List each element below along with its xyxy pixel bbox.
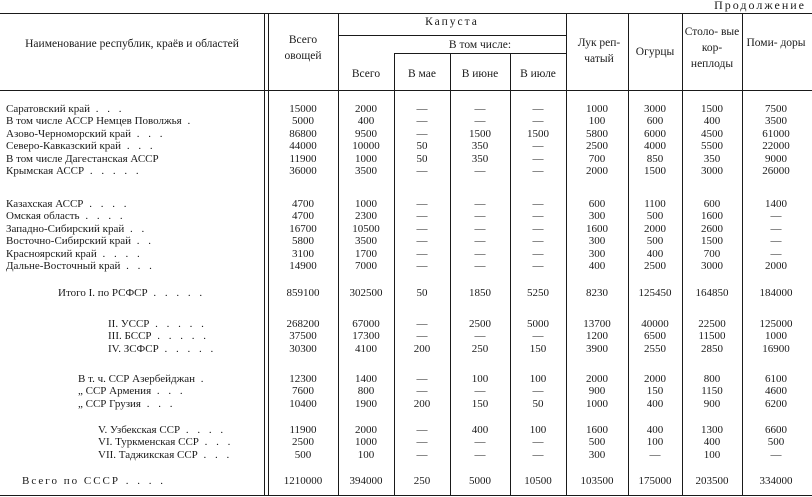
table-cell: — xyxy=(649,448,661,461)
table-cell: 10500 xyxy=(524,475,552,487)
row-name: Итого I. по РСФСР xyxy=(58,287,148,299)
table-cell: 500 xyxy=(646,235,664,248)
row-label xyxy=(6,153,260,166)
table-top-rule xyxy=(0,13,812,14)
table-cell: 1200 xyxy=(586,330,608,343)
row-label xyxy=(108,318,260,331)
table-cell: 40000 xyxy=(641,318,669,330)
header-july: В июле xyxy=(520,68,556,80)
header-cabbage-total: Всего xyxy=(351,68,381,80)
table-cell: — xyxy=(532,260,544,272)
row-dots: . . . . . xyxy=(158,342,217,355)
table-cell: 9000 xyxy=(765,152,787,165)
row-label xyxy=(108,343,260,356)
row-dots: . . xyxy=(131,235,155,248)
table-cell: 22000 xyxy=(762,140,790,153)
table-cell: 700 xyxy=(588,152,606,165)
table-cell: 100 xyxy=(588,115,606,128)
table-cell: 400 xyxy=(357,115,375,128)
table-cell: 50 xyxy=(532,397,544,410)
table-cell: 4700 xyxy=(292,198,314,210)
row-dots: . . . xyxy=(141,397,176,410)
table-cell: 125450 xyxy=(638,287,672,299)
table-cell: — xyxy=(474,103,486,115)
table-cell: 44000 xyxy=(289,140,317,153)
table-cell: 61000 xyxy=(762,127,790,140)
table-cell: 200 xyxy=(413,397,431,410)
row-label xyxy=(6,165,260,178)
header-may: В мае xyxy=(408,68,436,80)
table-cell: 150 xyxy=(646,385,664,398)
row-dots: . . . xyxy=(151,385,186,398)
row-label xyxy=(6,140,260,153)
row-label xyxy=(78,385,260,398)
table-cell: 4500 xyxy=(701,127,723,140)
header-june: В июне xyxy=(461,68,499,80)
table-cell: — xyxy=(416,103,428,115)
row-dots: . . xyxy=(124,222,148,235)
table-cell: 1000 xyxy=(586,397,608,410)
table-cell: 500 xyxy=(646,210,664,223)
table-cell: 17300 xyxy=(352,330,380,343)
cabbage-header-rule xyxy=(338,35,566,36)
header-bottom-rule xyxy=(0,90,812,91)
table-cell: 37500 xyxy=(289,330,317,343)
row-label xyxy=(6,103,260,116)
table-cell: 100 xyxy=(529,373,547,385)
table-cell: 5500 xyxy=(701,140,723,153)
row-name: Казахская АССР xyxy=(6,198,84,210)
header-roots: Столо- вые кор- неплоды xyxy=(684,26,740,70)
table-cell: — xyxy=(532,140,544,153)
table-cell: — xyxy=(770,448,782,461)
table-cell: — xyxy=(532,247,544,260)
table-cell: — xyxy=(532,210,544,223)
table-cell: 3500 xyxy=(355,235,377,248)
row-name: Крымская АССР xyxy=(6,165,85,177)
table-cell: 850 xyxy=(646,152,664,165)
row-dots: . . . . . xyxy=(147,287,206,299)
table-cell: 5800 xyxy=(292,235,314,248)
table-cell: — xyxy=(474,235,486,248)
table-cell: 3900 xyxy=(586,342,608,355)
table-cell: 394000 xyxy=(349,475,383,487)
table-cell: — xyxy=(474,436,486,449)
including-header-rule xyxy=(394,53,566,54)
table-cell: 1000 xyxy=(586,103,608,115)
column-divider xyxy=(264,13,265,495)
table-cell: 1000 xyxy=(765,330,787,343)
table-cell: 500 xyxy=(294,448,312,461)
table-cell: — xyxy=(770,247,782,260)
table-cell: — xyxy=(474,165,486,177)
table-cell: 50 xyxy=(416,152,428,165)
table-cell: 400 xyxy=(471,424,489,436)
table-cell: 50 xyxy=(416,287,428,299)
row-label xyxy=(6,223,260,236)
row-name: Дальне-Восточный край xyxy=(6,260,121,272)
table-cell: 11900 xyxy=(289,424,317,436)
header-tomatoes: Поми- доры xyxy=(746,37,806,49)
table-cell: 150 xyxy=(471,397,489,410)
header-cucumbers: Огурцы xyxy=(635,46,675,58)
row-label xyxy=(6,115,260,128)
table-cell: 175000 xyxy=(638,475,672,487)
table-cell: — xyxy=(416,235,428,248)
table-cell: 1400 xyxy=(355,373,377,385)
table-cell: 302500 xyxy=(349,287,383,299)
table-cell: 400 xyxy=(646,424,664,436)
table-cell: 800 xyxy=(703,373,721,385)
table-cell: — xyxy=(416,436,428,449)
table-cell: 1900 xyxy=(355,397,377,410)
row-dots: . . . xyxy=(89,103,125,115)
table-cell: 1600 xyxy=(586,222,608,235)
table-cell: 500 xyxy=(767,436,785,449)
row-name: IV. ЗСФСР xyxy=(108,342,159,355)
row-label xyxy=(22,475,260,488)
table-cell: — xyxy=(474,210,486,223)
table-cell: 1150 xyxy=(701,385,723,398)
table-cell: 12300 xyxy=(289,373,317,385)
table-cell: — xyxy=(532,222,544,235)
table-cell: — xyxy=(474,260,486,272)
table-cell: 22500 xyxy=(698,318,726,330)
table-cell: 2500 xyxy=(469,318,491,330)
row-name: III. БССР xyxy=(108,330,152,343)
table-cell: 1700 xyxy=(355,247,377,260)
row-dots: . . . . . xyxy=(151,330,210,343)
table-cell: 4100 xyxy=(355,342,377,355)
table-cell: 2850 xyxy=(701,342,723,355)
table-cell: 500 xyxy=(588,436,606,449)
row-label xyxy=(6,248,260,261)
table-cell: 1000 xyxy=(355,436,377,449)
table-cell: 150 xyxy=(529,342,547,355)
row-name: В т. ч. ССР Азербейджан xyxy=(78,373,195,385)
table-cell: 125000 xyxy=(759,318,793,330)
table-cell: 400 xyxy=(703,436,721,449)
row-name: Азово-Черноморский край xyxy=(6,127,132,140)
row-dots: . xyxy=(181,115,194,128)
table-cell: 100 xyxy=(529,424,547,436)
table-cell: 2000 xyxy=(586,373,608,385)
table-cell: 400 xyxy=(703,115,721,128)
table-cell: — xyxy=(532,115,544,128)
row-dots: . . . . xyxy=(79,210,126,223)
table-cell: 250 xyxy=(471,342,489,355)
table-cell: 26000 xyxy=(762,165,790,177)
table-cell: 203500 xyxy=(695,475,729,487)
table-cell: 334000 xyxy=(759,475,793,487)
table-cell: 6500 xyxy=(644,330,666,343)
table-cell: — xyxy=(416,448,428,461)
table-cell: 6600 xyxy=(765,424,787,436)
table-cell: 3000 xyxy=(644,103,666,115)
row-name: Северо-Кавказский край xyxy=(6,140,122,153)
table-cell: 15000 xyxy=(289,103,317,115)
row-label xyxy=(78,398,260,411)
table-cell: 400 xyxy=(646,247,664,260)
table-cell: 5800 xyxy=(586,127,608,140)
row-label xyxy=(6,260,260,273)
table-cell: 3500 xyxy=(765,115,787,128)
row-name: „ ССР Армения xyxy=(78,385,152,398)
table-cell: 50 xyxy=(416,140,428,153)
row-label xyxy=(98,436,260,449)
row-label xyxy=(6,128,260,141)
row-label xyxy=(6,235,260,248)
row-dots: . . . xyxy=(121,140,156,153)
table-cell: 200 xyxy=(413,342,431,355)
table-cell: 5250 xyxy=(527,287,549,299)
table-cell: 1210000 xyxy=(283,475,323,487)
table-cell: — xyxy=(770,222,782,235)
row-name: В том числе АССР Немцев Поволжья xyxy=(6,115,182,128)
table-cell: 2000 xyxy=(355,424,377,436)
table-cell: — xyxy=(416,373,428,385)
row-label xyxy=(98,424,260,437)
table-cell: 11500 xyxy=(698,330,726,343)
table-cell: 1500 xyxy=(701,235,723,248)
table-cell: 2500 xyxy=(586,140,608,153)
table-cell: 700 xyxy=(703,247,721,260)
table-cell: 5000 xyxy=(292,115,314,128)
table-cell: — xyxy=(474,385,486,398)
row-name: Западно-Сибирский край xyxy=(6,222,125,235)
table-cell: — xyxy=(532,448,544,461)
row-dots: . . . . xyxy=(96,247,143,260)
table-cell: 2000 xyxy=(644,222,666,235)
table-cell: — xyxy=(416,318,428,330)
table-cell: 2500 xyxy=(292,436,314,449)
row-name: V. Узбекская ССР xyxy=(98,424,181,436)
table-cell: 2550 xyxy=(644,342,666,355)
row-label xyxy=(108,330,260,343)
table-cell: 16700 xyxy=(289,222,317,235)
table-cell: 86800 xyxy=(289,127,317,140)
table-cell: — xyxy=(532,330,544,343)
table-cell: 16900 xyxy=(762,342,790,355)
table-cell: 350 xyxy=(471,140,489,153)
column-divider xyxy=(742,13,743,495)
table-cell: — xyxy=(416,330,428,343)
table-bottom-rule xyxy=(0,495,812,496)
table-cell: 600 xyxy=(703,198,721,210)
table-cell: — xyxy=(416,260,428,272)
table-cell: 100 xyxy=(471,373,489,385)
table-cell: 7600 xyxy=(292,385,314,398)
table-cell: 14900 xyxy=(289,260,317,272)
table-cell: 1500 xyxy=(527,127,549,140)
table-cell: 600 xyxy=(588,198,606,210)
table-cell: 268200 xyxy=(286,318,320,330)
table-cell: 1500 xyxy=(469,127,491,140)
table-cell: 4600 xyxy=(765,385,787,398)
table-cell: 10500 xyxy=(352,222,380,235)
row-name: VI. Туркменская ССР xyxy=(98,436,199,449)
row-label xyxy=(6,198,260,211)
table-cell: 103500 xyxy=(580,475,614,487)
table-cell: 2000 xyxy=(644,373,666,385)
table-cell: 6100 xyxy=(765,373,787,385)
table-cell: — xyxy=(416,222,428,235)
table-cell: 100 xyxy=(357,448,375,461)
row-dots: . . . xyxy=(131,127,166,140)
table-cell: — xyxy=(474,448,486,461)
table-cell: 9500 xyxy=(355,127,377,140)
header-total: Всего овощей xyxy=(284,34,322,62)
table-cell: 300 xyxy=(588,210,606,223)
table-cell: 3500 xyxy=(355,165,377,177)
table-cell: 5000 xyxy=(527,318,549,330)
table-cell: 859100 xyxy=(286,287,320,299)
table-cell: — xyxy=(532,436,544,449)
table-cell: 400 xyxy=(646,397,664,410)
table-cell: — xyxy=(474,247,486,260)
column-divider-double xyxy=(268,13,269,495)
table-cell: 1000 xyxy=(355,198,377,210)
table-cell: 2000 xyxy=(355,103,377,115)
table-cell: — xyxy=(532,103,544,115)
row-name: II. УССР xyxy=(108,318,150,330)
table-cell: 4000 xyxy=(644,140,666,153)
table-cell: 13700 xyxy=(583,318,611,330)
table-cell: 11900 xyxy=(289,152,317,165)
table-cell: — xyxy=(532,385,544,398)
table-cell: 2000 xyxy=(586,165,608,177)
table-cell: 300 xyxy=(588,235,606,248)
row-label xyxy=(98,449,260,462)
table-cell: — xyxy=(532,152,544,165)
table-cell: — xyxy=(770,235,782,248)
row-label xyxy=(6,210,260,223)
table-cell: — xyxy=(416,247,428,260)
table-cell: 400 xyxy=(588,260,606,272)
table-cell: 1600 xyxy=(586,424,608,436)
table-cell: — xyxy=(770,210,782,223)
row-dots: . . . xyxy=(120,260,155,272)
table-cell: 7000 xyxy=(355,260,377,272)
table-cell: 2000 xyxy=(765,260,787,272)
table-cell: 350 xyxy=(703,152,721,165)
row-dots: . . . . xyxy=(120,475,166,487)
table-cell: — xyxy=(474,198,486,210)
table-cell: — xyxy=(474,222,486,235)
table-cell: 8230 xyxy=(586,287,608,299)
table-cell: — xyxy=(532,198,544,210)
vegetables-table xyxy=(0,13,812,496)
header-region: Наименование республик, краёв и областей xyxy=(25,38,239,50)
table-cell: 900 xyxy=(588,385,606,398)
table-cell: 10400 xyxy=(289,397,317,410)
table-cell: 100 xyxy=(646,436,664,449)
header-including: В том числе: xyxy=(448,39,512,51)
table-cell: 2300 xyxy=(355,210,377,223)
table-cell: — xyxy=(416,210,428,223)
row-dots: . . . xyxy=(197,448,233,461)
table-cell: 164850 xyxy=(695,287,729,299)
table-cell: 6000 xyxy=(644,127,666,140)
row-name: VII. Таджикская ССР xyxy=(98,448,198,461)
header-cabbage: Капуста xyxy=(425,16,479,28)
row-name: „ ССР Грузия xyxy=(78,397,141,410)
table-cell: 10000 xyxy=(352,140,380,153)
table-cell: — xyxy=(532,165,544,177)
table-cell: 4700 xyxy=(292,210,314,223)
table-cell: 184000 xyxy=(759,287,793,299)
table-cell: 800 xyxy=(357,385,375,398)
table-cell: 1100 xyxy=(644,198,666,210)
row-dots: . . . . . xyxy=(84,165,142,177)
row-name: Восточно-Сибирский край xyxy=(6,235,132,248)
table-cell: — xyxy=(416,198,428,210)
table-cell: — xyxy=(532,235,544,248)
table-cell: 7500 xyxy=(765,103,787,115)
table-cell: 1400 xyxy=(765,198,787,210)
row-label xyxy=(58,287,260,300)
table-cell: — xyxy=(474,330,486,343)
table-cell: 1600 xyxy=(701,210,723,223)
table-cell: 600 xyxy=(646,115,664,128)
table-cell: — xyxy=(416,424,428,436)
table-cell: — xyxy=(416,385,428,398)
row-name: Саратовский край xyxy=(6,103,90,115)
table-cell: 350 xyxy=(471,152,489,165)
row-dots: . xyxy=(195,373,207,385)
table-cell: 1300 xyxy=(701,424,723,436)
row-name: Всего по СССР xyxy=(22,475,120,487)
table-cell: 1500 xyxy=(701,103,723,115)
table-cell: 900 xyxy=(703,397,721,410)
row-label xyxy=(78,373,260,386)
table-cell: 3100 xyxy=(292,247,314,260)
table-cell: — xyxy=(416,127,428,140)
table-cell: 2600 xyxy=(701,222,723,235)
table-cell: 1850 xyxy=(469,287,491,299)
table-cell: 36000 xyxy=(289,165,317,177)
table-cell: 250 xyxy=(413,475,431,487)
table-cell: 30300 xyxy=(289,342,317,355)
table-cell: 2500 xyxy=(644,260,666,272)
header-onion: Лук реп- чатый xyxy=(577,37,621,65)
table-cell: — xyxy=(416,165,428,177)
row-dots: . . . . xyxy=(180,424,227,436)
table-cell: 1000 xyxy=(355,152,377,165)
table-cell: — xyxy=(416,115,428,128)
table-cell: 300 xyxy=(588,448,606,461)
table-cell: 100 xyxy=(703,448,721,461)
row-name: В том числе Дагестанская АССР xyxy=(6,152,159,165)
table-cell: — xyxy=(474,115,486,128)
table-cell: 6200 xyxy=(765,397,787,410)
table-cell: 1500 xyxy=(644,165,666,177)
table-cell: 67000 xyxy=(352,318,380,330)
row-name: Красноярский край xyxy=(6,247,97,260)
table-cell: 5000 xyxy=(469,475,491,487)
row-dots: . . . . xyxy=(83,198,130,210)
table-cell: 3000 xyxy=(701,165,723,177)
table-cell: 300 xyxy=(588,247,606,260)
table-cell: 3000 xyxy=(701,260,723,272)
row-dots: . . . xyxy=(198,436,234,449)
row-name: Омская область xyxy=(6,210,80,223)
continuation-label: Продолжение xyxy=(714,0,806,12)
row-dots: . . . . . xyxy=(149,318,207,330)
